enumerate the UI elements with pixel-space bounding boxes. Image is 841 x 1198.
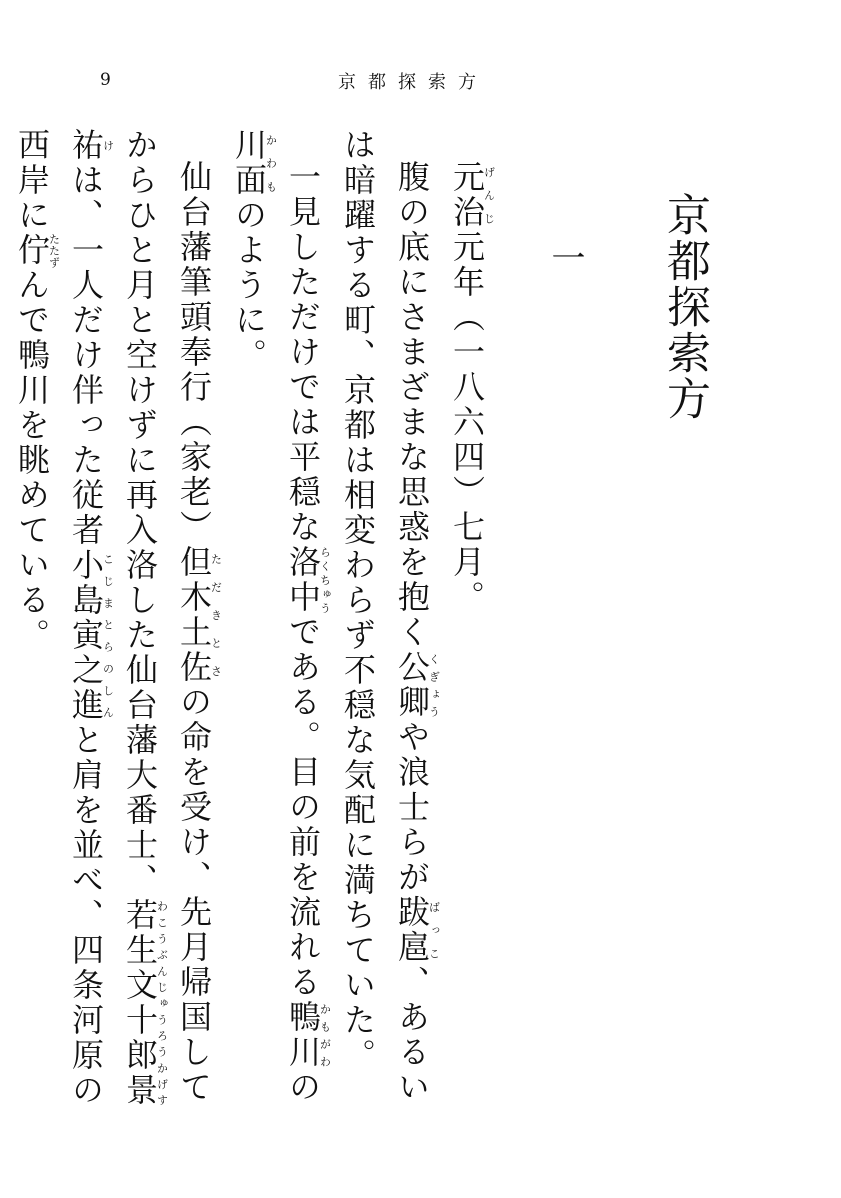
- ruby-word: 但木土佐ただきとさ: [175, 545, 223, 685]
- ruby-word: 鴨川かもがわ: [284, 1000, 332, 1070]
- ruby-word: 川面かわも: [230, 128, 278, 198]
- body-text: [0, 128, 495, 1128]
- ruby-word: 佇たたず: [13, 233, 61, 268]
- section-number: 一: [545, 240, 585, 274]
- chapter-title: 京都探索方: [659, 192, 710, 422]
- page-number: 9: [100, 70, 111, 90]
- ruby-word: 小島寅之進こじまとらのしん: [67, 548, 115, 723]
- paragraph-5: [0, 128, 5, 1128]
- paragraph-4: 仙台藩筆頭奉行（家老）但木土佐ただきとさの命を受け、先月帰国してからひと月と空けずに再入洛した仙台藩大番士、若生文十郎景祐わこうぶんじゅうろうかげすけは、一人だけ伴った従者小島寅之進こじまとらのしんと肩を並べ、四条河原の西岸に佇たたずんで鴨川を眺めている。: [13, 128, 223, 1108]
- ruby-word: 洛中らくちゅう: [284, 545, 332, 615]
- paragraph-3: 一見しただけでは平穏な洛中らくちゅうである。目の前を流れる鴨川かもがわの川面かわものように。: [230, 128, 332, 1105]
- paragraph-2: 腹の底にさまざまな思惑を抱く公卿くぎょうや浪士らが跋扈ばっこ、あるいは暗躍する町、京都は相変わらず不穏な気配に満ちていた。: [339, 128, 441, 1105]
- ruby-word: 跋扈ばっこ: [393, 895, 441, 965]
- ruby-word: 若生文十郎景祐わこうぶんじゅうろうかげすけ: [67, 128, 169, 1108]
- ruby-word: 元治げんじ: [448, 160, 496, 230]
- paragraph-1: 元治げんじ元年（一八六四）七月。: [448, 160, 496, 615]
- ruby-word: 公卿くぎょう: [393, 650, 441, 720]
- running-head: 京都探索方: [338, 72, 488, 93]
